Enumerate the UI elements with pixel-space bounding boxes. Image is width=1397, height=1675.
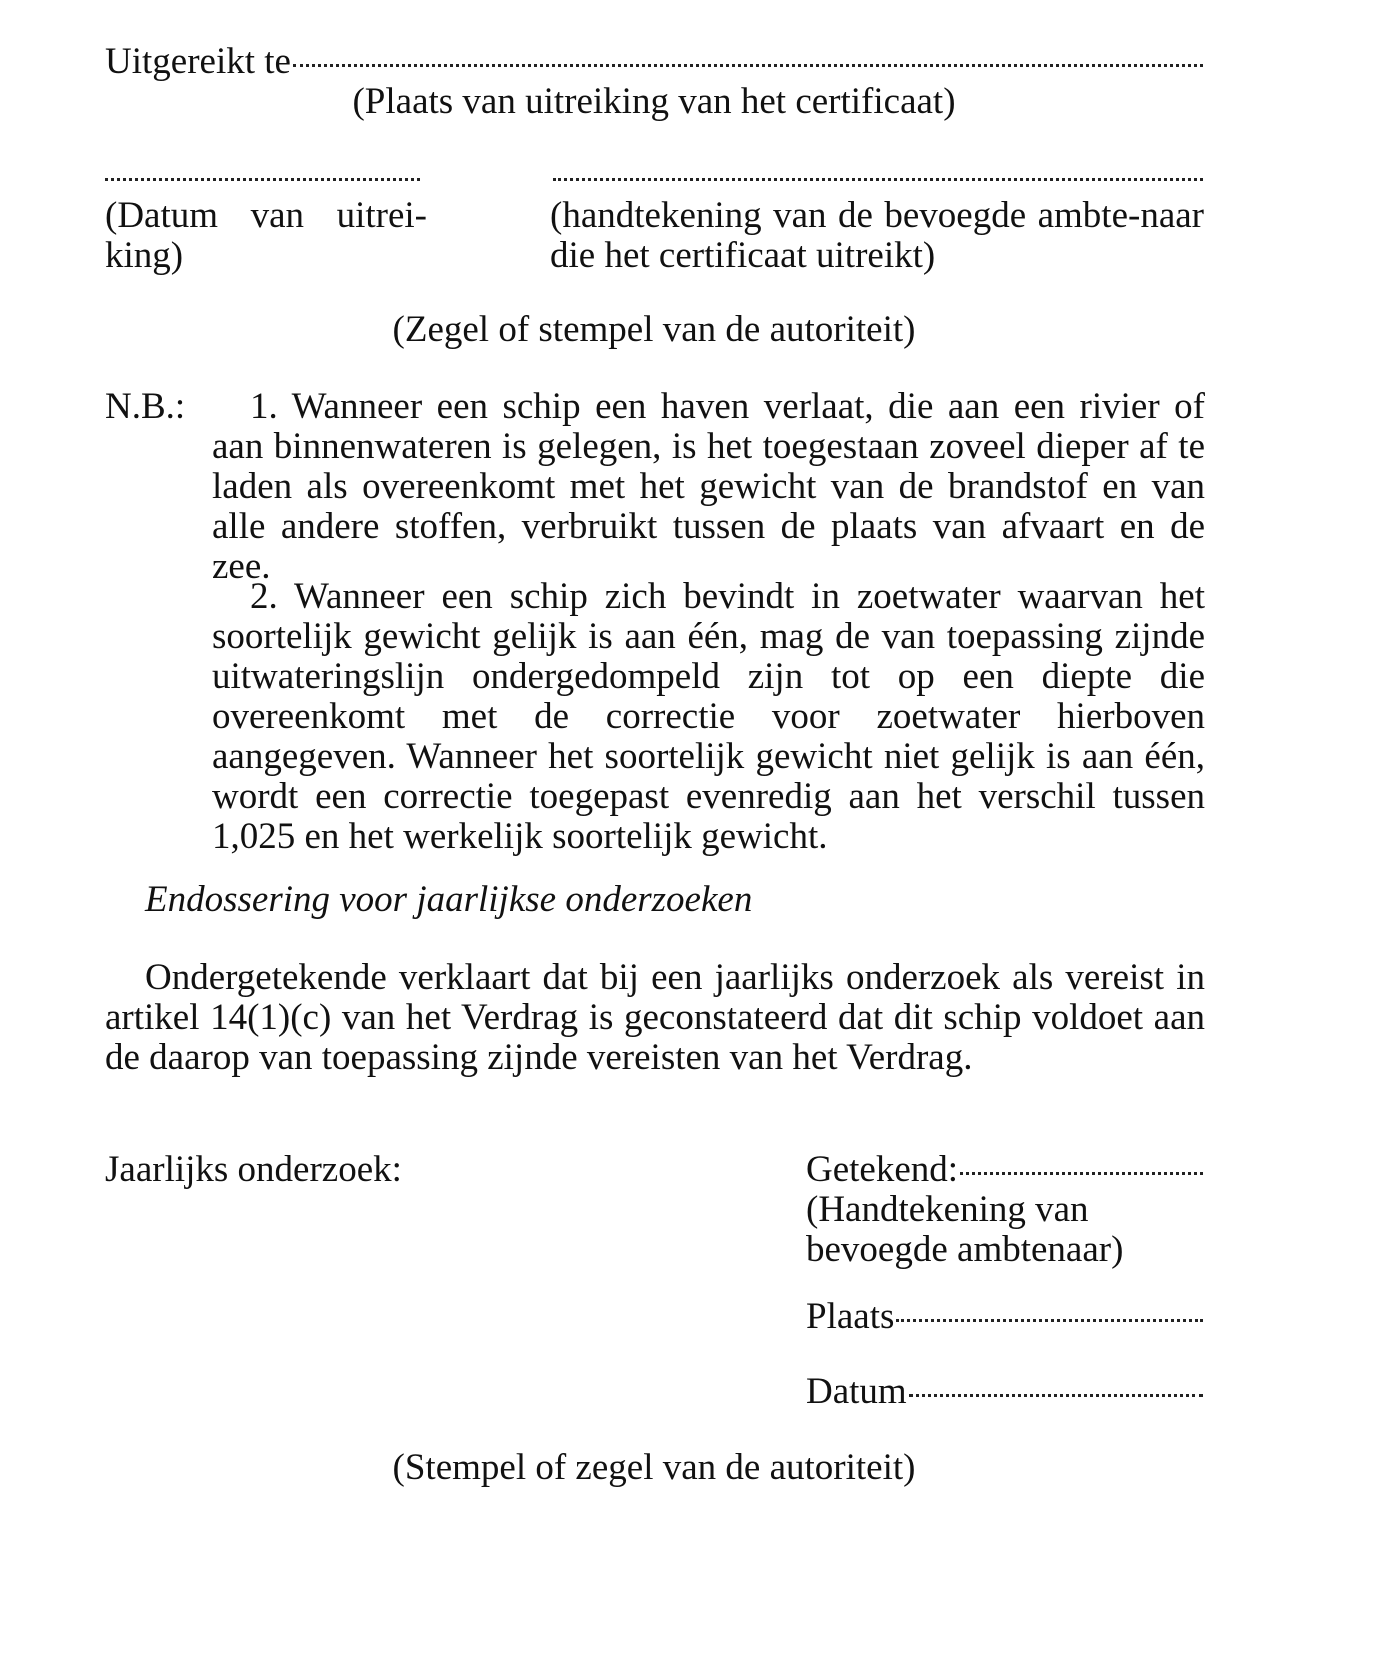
nb-note-2 (212, 577, 1205, 857)
signed-line (806, 1150, 1203, 1190)
endorsement-heading: Endossering voor jaarlijkse onderzoeken (145, 879, 753, 920)
nb-note-1-text: Wanneer een schip een haven verlaat, die aan een rivier of aan binnenwateren is gelegen, is het toegestaan zoveel dieper af te laden als overeenkomt met het gewicht van de brandstof en van alle andere stoffen, verbruikt tussen de plaats van afvaart en de zee. (212, 386, 1205, 587)
nb-note-1-number: 1. (250, 386, 278, 427)
issued-place-caption: (Plaats van uitreiking van het certificaat) (352, 81, 956, 122)
annual-survey-label: Jaarlijks onderzoek: (105, 1149, 402, 1190)
nb-note-1 (212, 387, 1205, 587)
date-signature-dotted-field (909, 1394, 1203, 1397)
issued-at-dotted-field (293, 64, 1203, 67)
signature-caption: (handtekening van de bevoegde ambte-naar die het certificaat uitreikt) (550, 195, 1204, 276)
issued-at-line (105, 42, 1203, 82)
seal-caption-1: (Zegel of stempel van de autoriteit) (392, 309, 916, 350)
issued-at-label: Uitgereikt te (105, 41, 291, 82)
place-label: Plaats (806, 1296, 895, 1337)
date-line (806, 1372, 1203, 1412)
date-caption: (Datum van uitrei-king) (105, 195, 427, 276)
nb-note-2-number: 2. (250, 576, 278, 617)
date-dotted-field (105, 178, 420, 181)
place-dotted-field (896, 1319, 1203, 1322)
nb-note-2-text: Wanneer een schip zich bevindt in zoetwater waarvan het soortelijk gewicht gelijk is aan één, mag de van toepassing zijnde uitwateringslijn ondergedompeld zijn tot op een diepte die overeenkomt met de correctie voor zoetwater hierboven aangegeven. Wanneer het soortelijk gewicht niet gelijk is aan één, wordt een correctie toegepast evenredig aan het verschil tussen 1,025 en het werkelijk soortelijk gewicht. (212, 576, 1205, 857)
date-label: Datum (806, 1371, 907, 1412)
signed-dotted-field (960, 1172, 1203, 1175)
signed-caption: (Handtekening van bevoegde ambtenaar) (806, 1189, 1124, 1270)
signature-dotted-field (553, 178, 1203, 181)
nb-label: N.B.: (105, 386, 186, 427)
signed-label: Getekend: (806, 1149, 959, 1190)
seal-caption-2: (Stempel of zegel van de autoriteit) (392, 1447, 916, 1488)
place-line (806, 1297, 1203, 1337)
endorsement-text: Ondergetekende verklaart dat bij een jaarlijks onderzoek als vereist in artikel 14(1)(c) van het Verdrag is geconstateerd dat dit schip voldoet aan de daarop van toepassing zijnde vereisten van het Verdrag. (105, 957, 1205, 1078)
